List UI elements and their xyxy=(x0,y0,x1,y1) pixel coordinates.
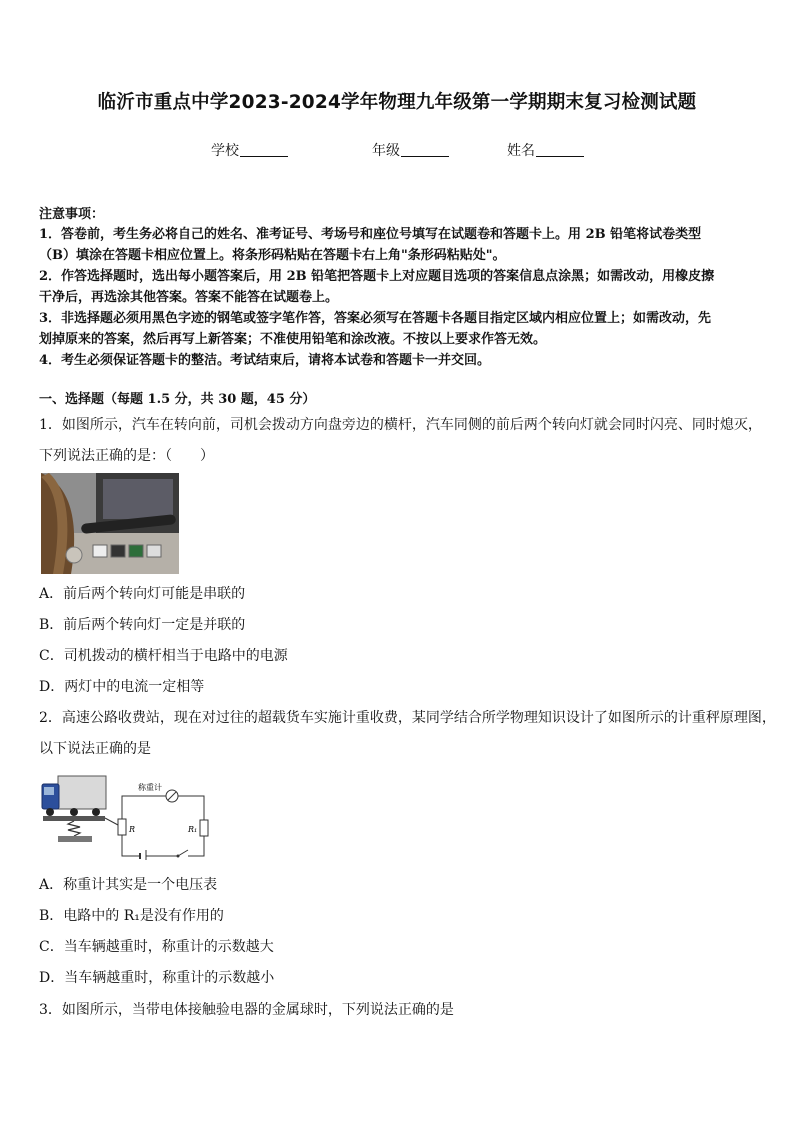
page-title: 临沂市重点中学2023-2024学年物理九年级第一学期期末复习检测试题 xyxy=(97,92,697,113)
q1-option-d[interactable]: D．两灯中的电流一定相等 xyxy=(39,679,205,695)
q2-stem: 以下说法正确的是 xyxy=(39,741,151,757)
truck-icon xyxy=(42,776,106,816)
note-line: 2．作答选择题时，选出每小题答案后，用 2B 铅笔把答题卡上对应题目选项的答案信息点涂黑；如需改动，用橡皮擦 xyxy=(39,269,715,284)
name-label: 姓名 xyxy=(507,143,535,159)
note-line: 4．考生必须保证答题卡的整洁。考试结束后，请将本试卷和答题卡一并交回。 xyxy=(39,353,491,368)
q2-option-b[interactable]: B．电路中的 R₁是没有作用的 xyxy=(39,908,224,924)
notes-heading: 注意事项： xyxy=(39,207,105,222)
grade-field[interactable] xyxy=(372,140,449,160)
q1-stem: 1．如图所示，汽车在转向前，司机会拨动方向盘旁边的横杆，汽车同侧的前后两个转向灯就会同时闪亮、同时熄灭， xyxy=(39,417,762,433)
school-field[interactable] xyxy=(211,140,288,160)
q1-option-a[interactable]: A．前后两个转向灯可能是串联的 xyxy=(39,586,246,602)
note-line: 3．非选择题必须用黑色字迹的钢笔或签字笔作答，答案必须写在答题卡各题目指定区域内相应位置上；如需改动，先 xyxy=(39,311,712,326)
q1-stem: 下列说法正确的是：（ ） xyxy=(39,448,214,464)
q1-option-c[interactable]: C．司机拨动的横杆相当于电路中的电源 xyxy=(39,648,288,664)
steering-lever-photo xyxy=(41,473,179,574)
q2-option-a[interactable]: A．称重计其实是一个电压表 xyxy=(39,877,218,893)
name-blank[interactable] xyxy=(536,142,584,157)
r-label: R xyxy=(129,825,136,834)
weighing-circuit-diagram xyxy=(38,770,210,860)
school-blank[interactable] xyxy=(240,142,288,157)
grade-label: 年级 xyxy=(372,143,400,159)
note-line: 划掉原来的答案，然后再写上新答案；不准使用铅笔和涂改液。不按以上要求作答无效。 xyxy=(39,332,547,347)
section-heading: 一、选择题（每题 1.5 分，共 30 题，45 分） xyxy=(39,392,316,407)
note-line: （B）填涂在答题卡相应位置上。将条形码粘贴在答题卡右上角"条形码粘贴处"。 xyxy=(39,248,506,263)
q1-option-b[interactable]: B．前后两个转向灯一定是并联的 xyxy=(39,617,246,633)
grade-blank[interactable] xyxy=(401,142,449,157)
meter-label: 称重计 xyxy=(138,783,162,792)
q2-option-d[interactable]: D．当车辆越重时，称重计的示数越小 xyxy=(39,970,275,986)
q2-stem: 2．高速公路收费站，现在对过往的超载货车实施计重收费，某同学结合所学物理知识设计了如图所示的计重秤原理图， xyxy=(39,710,776,726)
note-line: 干净后，再选涂其他答案。答案不能答在试题卷上。 xyxy=(39,290,339,305)
r1-label: R₁ xyxy=(188,825,198,834)
note-line: 1．答卷前，考生务必将自己的姓名、准考证号、考场号和座位号填写在试题卷和答题卡上。用 2B 铅笔将试卷类型 xyxy=(39,227,702,242)
q2-option-c[interactable]: C．当车辆越重时，称重计的示数越大 xyxy=(39,939,274,955)
school-label: 学校 xyxy=(211,143,239,159)
name-field[interactable] xyxy=(507,140,584,160)
q3-stem: 3．如图所示，当带电体接触验电器的金属球时，下列说法正确的是 xyxy=(39,1002,454,1018)
